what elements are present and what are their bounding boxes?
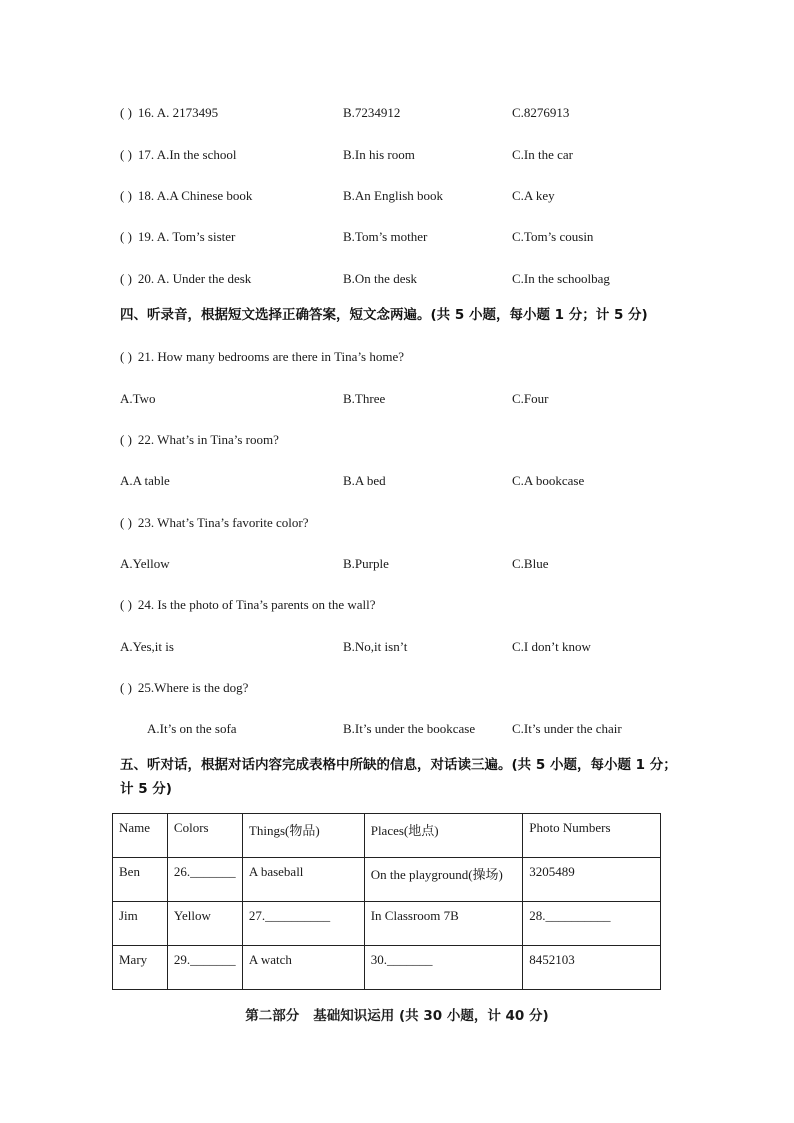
table-cell: 8452103	[523, 946, 661, 990]
question-23-stem: ( ) 23. What’s Tina’s favorite color?	[0, 513, 794, 533]
table-cell: Mary	[113, 946, 168, 990]
table-cell: A baseball	[242, 858, 364, 902]
table-header-cell: Photo Numbers	[523, 814, 661, 858]
table-row	[113, 946, 661, 990]
table-header-row	[113, 814, 661, 858]
question-row-20	[0, 269, 794, 289]
table-cell: 3205489	[523, 858, 661, 902]
option-a: A.Two	[120, 391, 156, 406]
option-c: C.Blue	[512, 556, 549, 571]
question-stem: ( ) 17. A.In the school	[120, 145, 237, 165]
part-2-title	[0, 1004, 794, 1028]
option-b: B.No,it isn’t	[343, 639, 408, 654]
question-21-stem: ( ) 21. How many bedrooms are there in Tina’s home?	[0, 347, 794, 367]
answer-bracket[interactable]: ( )	[120, 680, 132, 695]
question-row-19	[0, 227, 794, 247]
answer-bracket[interactable]: ( )	[120, 597, 132, 612]
table-cell-blank[interactable]: 27.__________	[242, 902, 364, 946]
option-b: B.7234912	[343, 105, 401, 120]
table-cell: A watch	[242, 946, 364, 990]
question-row-17	[0, 145, 794, 165]
table-header-cell: Places(地点)	[364, 814, 523, 858]
table-cell: In Classroom 7B	[364, 902, 523, 946]
question-stem: ( ) 16. A. 2173495	[120, 103, 218, 123]
answer-bracket[interactable]: ( )	[120, 229, 132, 244]
table-cell-blank[interactable]: 29._______	[167, 946, 242, 990]
option-c: C.A bookcase	[512, 473, 585, 488]
table-header-cell: Name	[113, 814, 168, 858]
question-21-options	[0, 389, 794, 409]
section-5-heading-line2: 计 5 分)	[120, 781, 172, 797]
question-22-stem: ( ) 22. What’s in Tina’s room?	[0, 430, 794, 450]
option-b: B.In his room	[343, 147, 415, 162]
option-c: C.It’s under the chair	[512, 721, 622, 736]
question-stem: ( ) 19. A. Tom’s sister	[120, 227, 235, 247]
option-b: B.A bed	[343, 473, 386, 488]
option-a: A.Yellow	[120, 556, 170, 571]
option-c: C.In the schoolbag	[512, 271, 610, 286]
answer-bracket[interactable]: ( )	[120, 105, 132, 120]
answer-bracket[interactable]: ( )	[120, 188, 132, 203]
section-5-heading-line1: 五、听对话，根据对话内容完成表格中所缺的信息，对话读三遍。(共 5 小题，每小题 1 分；	[120, 757, 677, 773]
option-b: B.On the desk	[343, 271, 418, 286]
table-header-cell: Colors	[167, 814, 242, 858]
table-header-cell: Things(物品)	[242, 814, 364, 858]
option-a: A.It’s on the sofa	[147, 721, 237, 736]
question-stem: ( ) 18. A.A Chinese book	[120, 186, 252, 206]
question-23-options	[0, 554, 794, 574]
table-cell: Yellow	[167, 902, 242, 946]
question-22-options	[0, 471, 794, 491]
table-cell: Ben	[113, 858, 168, 902]
table-cell-blank[interactable]: 26._______	[167, 858, 242, 902]
table-cell: Jim	[113, 902, 168, 946]
answer-bracket[interactable]: ( )	[120, 147, 132, 162]
question-25-options	[0, 719, 794, 739]
option-c: C.Tom’s cousin	[512, 229, 594, 244]
option-c: C.I don’t know	[512, 639, 591, 654]
table-row	[113, 902, 661, 946]
option-b: B.It’s under the bookcase	[343, 721, 476, 736]
section-5-heading	[120, 753, 690, 801]
option-b: B.Three	[343, 391, 386, 406]
answer-bracket[interactable]: ( )	[120, 515, 132, 530]
table-row	[113, 858, 661, 902]
option-c: C.In the car	[512, 147, 574, 162]
question-25-stem: ( ) 25.Where is the dog?	[0, 678, 794, 698]
table-cell: On the playground(操场)	[364, 858, 523, 902]
option-b: B.Purple	[343, 556, 389, 571]
question-row-18	[0, 186, 794, 206]
part-2-label: 第二部分	[245, 1008, 300, 1024]
answer-bracket[interactable]: ( )	[120, 432, 132, 447]
question-24-stem: ( ) 24. Is the photo of Tina’s parents on the wall?	[0, 595, 794, 615]
option-c: C.Four	[512, 391, 549, 406]
section-4-heading: 四、听录音，根据短文选择正确答案，短文念两遍。(共 5 小题，每小题 1 分；计 5 分)	[120, 307, 648, 323]
option-c: C.8276913	[512, 105, 570, 120]
option-a: A.A table	[120, 473, 170, 488]
answer-bracket[interactable]: ( )	[120, 349, 132, 364]
option-c: C.A key	[512, 188, 555, 203]
option-a: A.Yes,it is	[120, 639, 174, 654]
table-cell-blank[interactable]: 28.__________	[523, 902, 661, 946]
table-cell-blank[interactable]: 30._______	[364, 946, 523, 990]
info-table	[112, 813, 661, 990]
question-24-options	[0, 637, 794, 657]
answer-bracket[interactable]: ( )	[120, 271, 132, 286]
part-2-heading: 基础知识运用 (共 30 小题，计 40 分)	[313, 1008, 549, 1024]
question-row-16	[0, 103, 794, 123]
option-b: B.Tom’s mother	[343, 229, 428, 244]
option-b: B.An English book	[343, 188, 444, 203]
question-stem: ( ) 20. A. Under the desk	[120, 269, 251, 289]
